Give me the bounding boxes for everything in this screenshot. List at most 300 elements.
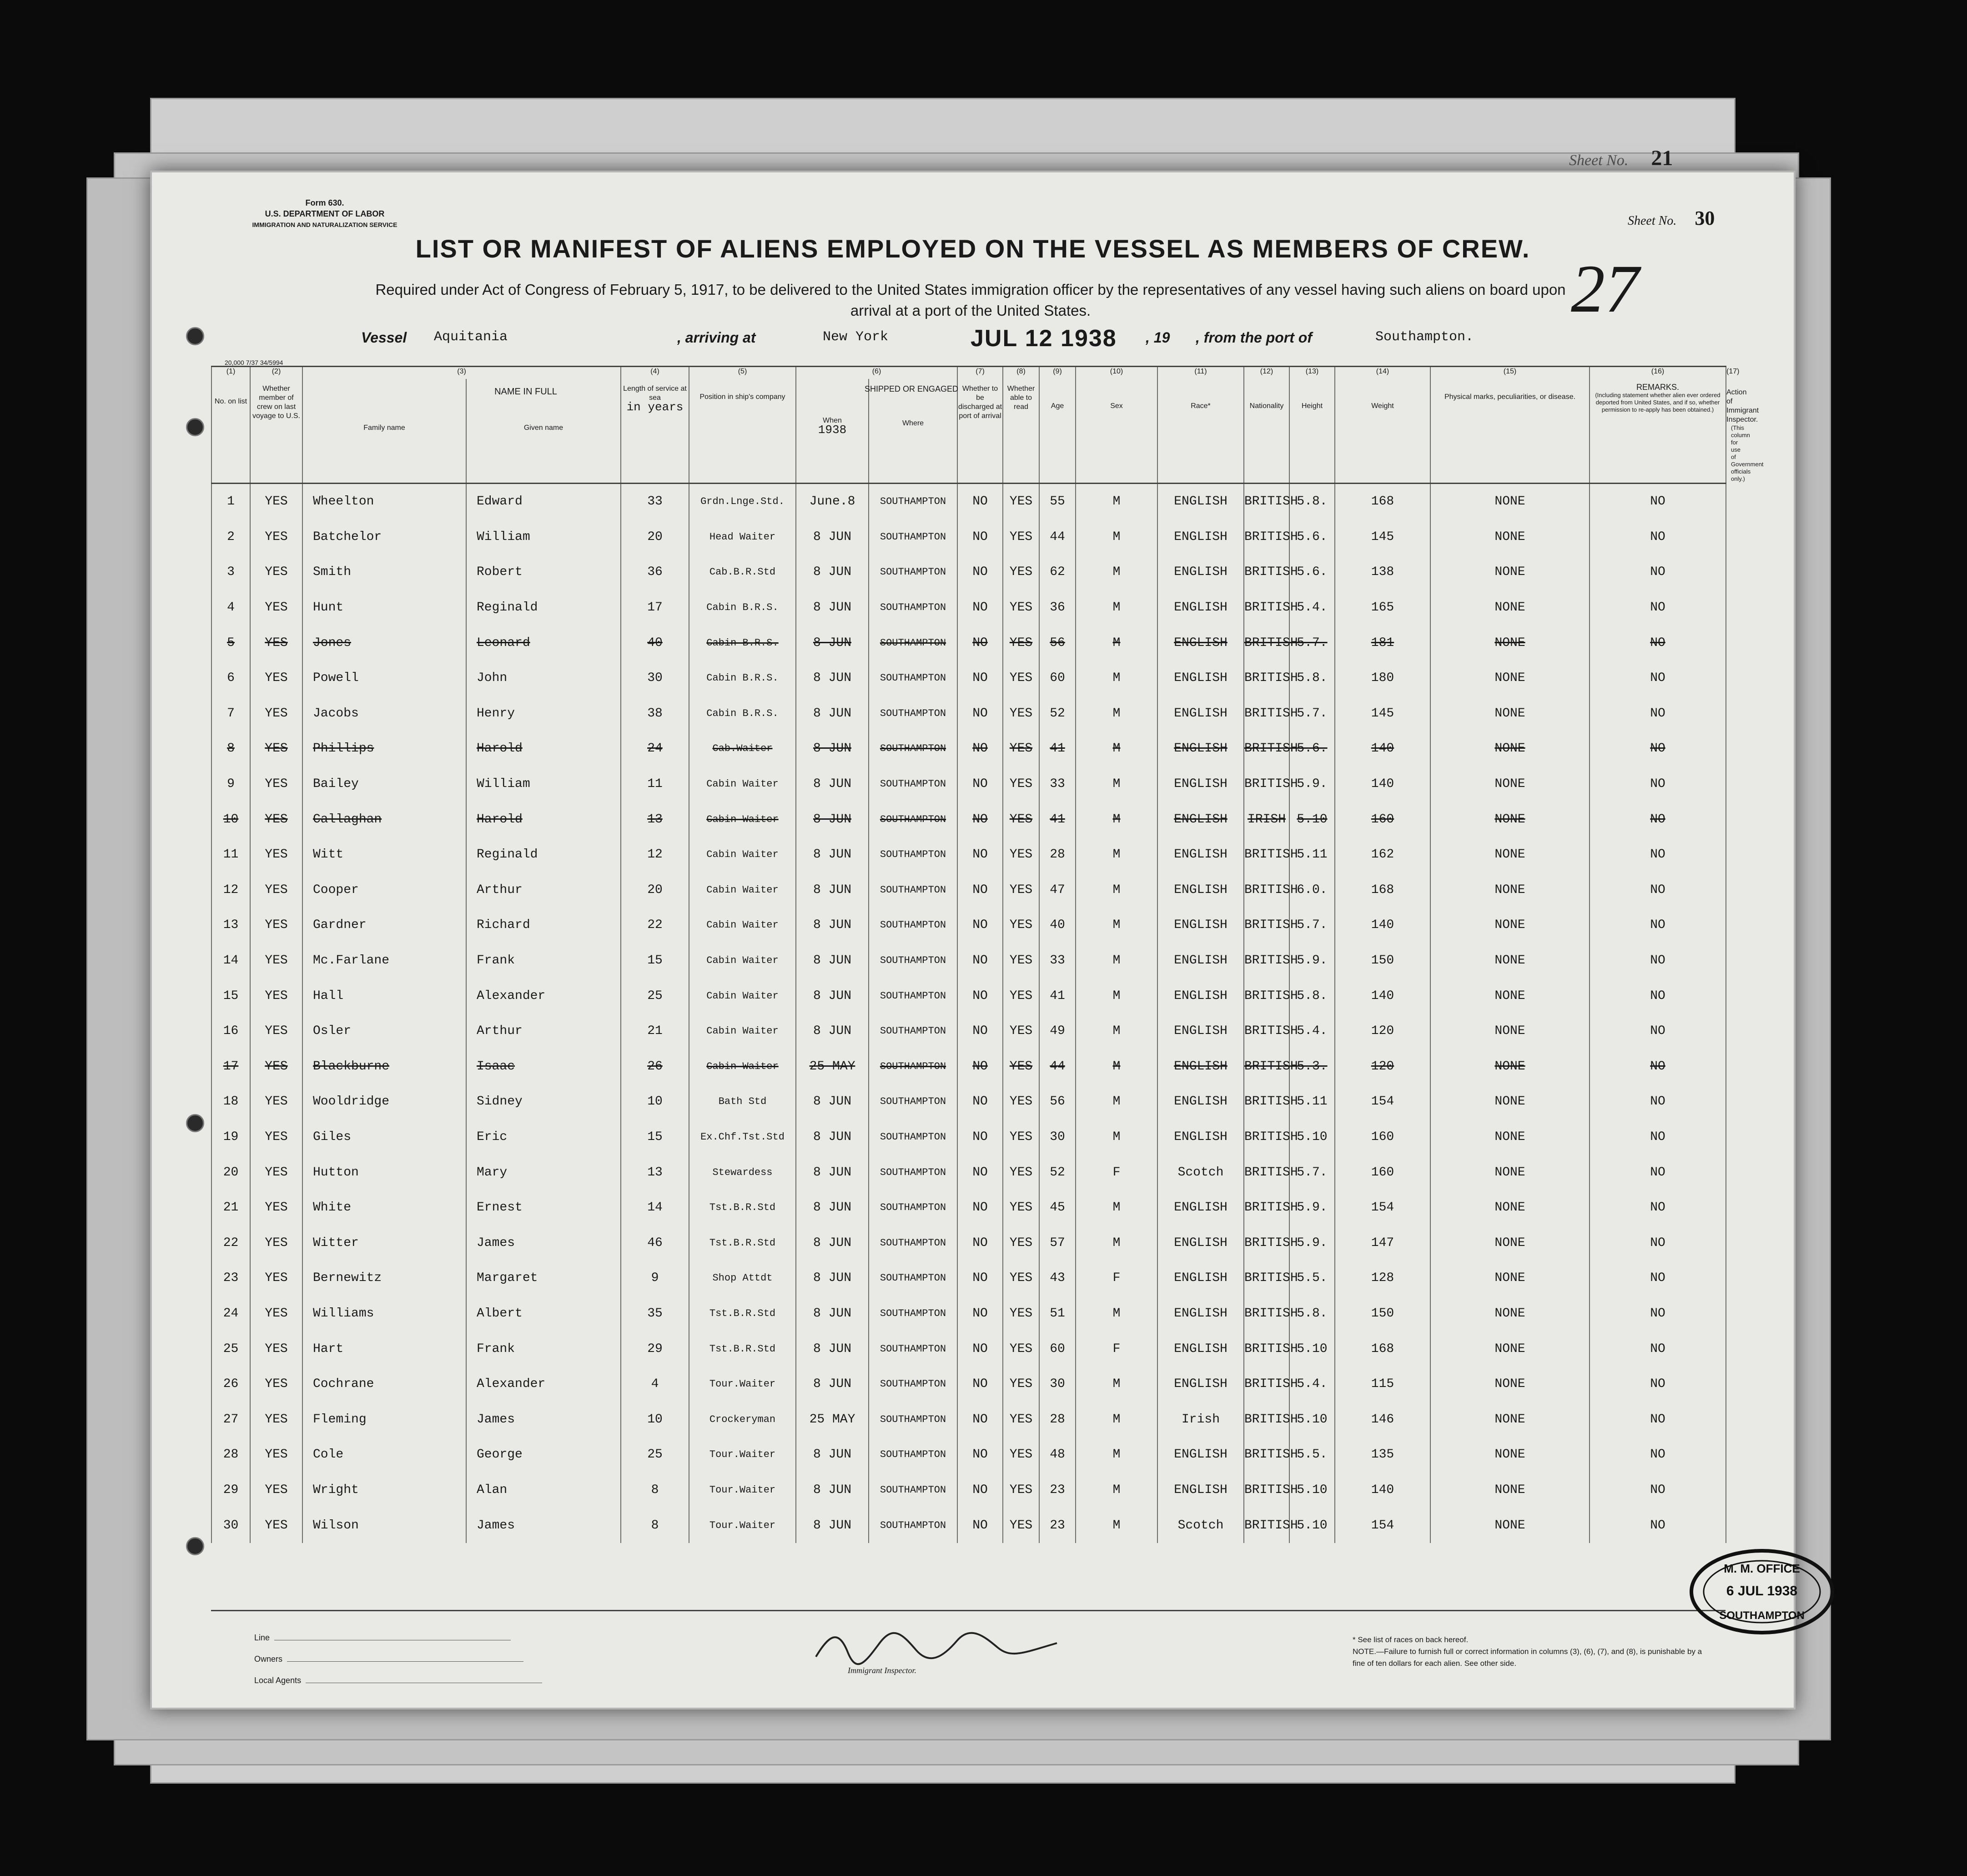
table-row	[211, 872, 1726, 908]
able-to-read-cell: YES	[1003, 1402, 1039, 1437]
nationality-cell: BRITISH	[1244, 943, 1289, 978]
line-label: Line	[254, 1633, 511, 1643]
nationality-cell: BRITISH	[1244, 625, 1289, 661]
table-row	[211, 661, 1726, 696]
age-cell: 30	[1039, 1120, 1076, 1155]
given-name-cell: Arthur	[466, 872, 621, 908]
position-cell: Cabin B.R.S.	[689, 590, 796, 625]
physical-marks-cell: NONE	[1430, 943, 1590, 978]
row-number: 27	[211, 1402, 250, 1437]
col-header-nationality: Nationality	[1244, 379, 1289, 484]
height-cell: 5.5.	[1289, 1261, 1335, 1296]
age-cell: 41	[1039, 978, 1076, 1014]
race-cell: ENGLISH	[1157, 1225, 1244, 1261]
row-number: 4	[211, 590, 250, 625]
shipped-when-cell: 8 JUN	[796, 1296, 869, 1331]
year-label: , 19	[1146, 329, 1170, 346]
shipped-when-cell: 8 JUN	[796, 872, 869, 908]
position-cell: Cabin Waiter	[689, 943, 796, 978]
physical-marks-cell: NONE	[1430, 590, 1590, 625]
discharge-cell: NO	[957, 1437, 1003, 1473]
arrival-date-stamp: JUL 12 1938	[971, 325, 1117, 352]
able-to-read-cell: YES	[1003, 1437, 1039, 1473]
shipped-when-cell: 8 JUN	[796, 555, 869, 590]
sex-cell: F	[1076, 1331, 1157, 1367]
given-name-cell: James	[466, 1225, 621, 1261]
col-header-position: Position in ship's company	[689, 379, 796, 484]
last-voyage-cell: YES	[250, 872, 302, 908]
race-cell: ENGLISH	[1157, 978, 1244, 1014]
weight-cell: 140	[1335, 978, 1430, 1014]
position-cell: Cabin Waiter	[689, 767, 796, 802]
nationality-cell: BRITISH	[1244, 767, 1289, 802]
position-cell: Shop Attdt	[689, 1261, 796, 1296]
shipped-when-cell: 8 JUN	[796, 1367, 869, 1402]
able-to-read-cell: YES	[1003, 484, 1039, 519]
discharge-cell: NO	[957, 802, 1003, 837]
race-cell: ENGLISH	[1157, 802, 1244, 837]
sex-cell: M	[1076, 484, 1157, 519]
row-number: 15	[211, 978, 250, 1014]
manifest-subtitle: Required under Act of Congress of February 5, 1917, to be delivered to the United States immigration officer by the representatives of any vessel having such aliens on board upon arrival at a port of the United States.	[375, 281, 1566, 319]
row-number: 30	[211, 1508, 250, 1543]
height-cell: 5.6.	[1289, 519, 1335, 555]
remarks-cell: NO	[1590, 767, 1726, 802]
col-num: (10)	[1076, 367, 1157, 379]
age-cell: 52	[1039, 1155, 1076, 1190]
physical-marks-cell: NONE	[1430, 1402, 1590, 1437]
col-num: (9)	[1039, 367, 1076, 379]
nationality-cell: BRITISH	[1244, 555, 1289, 590]
col-num: (8)	[1003, 367, 1039, 379]
col-header-physical-marks: Physical marks, peculiarities, or disease.	[1430, 379, 1590, 484]
row-number: 16	[211, 1014, 250, 1049]
service-years-cell: 22	[621, 908, 689, 943]
col-num: (11)	[1157, 367, 1244, 379]
last-voyage-cell: YES	[250, 1084, 302, 1120]
discharge-cell: NO	[957, 1261, 1003, 1296]
given-name-cell: Albert	[466, 1296, 621, 1331]
sex-cell: M	[1076, 767, 1157, 802]
sex-cell: M	[1076, 802, 1157, 837]
discharge-cell: NO	[957, 1155, 1003, 1190]
height-cell: 5.6.	[1289, 731, 1335, 767]
family-name-cell: Powell	[302, 661, 466, 696]
handwritten-sheet-number: 27	[1571, 251, 1639, 327]
age-cell: 62	[1039, 555, 1076, 590]
family-name-cell: Blackburne	[302, 1049, 466, 1084]
given-name-cell: James	[466, 1402, 621, 1437]
given-name-cell: Harold	[466, 731, 621, 767]
remarks-cell: NO	[1590, 908, 1726, 943]
remarks-cell: NO	[1590, 1014, 1726, 1049]
position-cell: Bath Std	[689, 1084, 796, 1120]
weight-cell: 162	[1335, 837, 1430, 872]
service-years-cell: 14	[621, 1190, 689, 1225]
height-cell: 5.7.	[1289, 1155, 1335, 1190]
col-header-age: Age	[1039, 379, 1076, 484]
table-row	[211, 625, 1726, 661]
physical-marks-cell: NONE	[1430, 1437, 1590, 1473]
able-to-read-cell: YES	[1003, 908, 1039, 943]
table-row	[211, 519, 1726, 555]
given-name-cell: Harold	[466, 802, 621, 837]
table-row	[211, 1296, 1726, 1331]
discharge-cell: NO	[957, 1225, 1003, 1261]
family-name-cell: Witter	[302, 1225, 466, 1261]
remarks-cell: NO	[1590, 1049, 1726, 1084]
last-voyage-cell: YES	[250, 1331, 302, 1367]
row-number: 6	[211, 661, 250, 696]
family-name-cell: Hall	[302, 978, 466, 1014]
sex-cell: M	[1076, 1473, 1157, 1508]
position-cell: Cabin Waiter	[689, 872, 796, 908]
race-cell: Irish	[1157, 1402, 1244, 1437]
nationality-cell: BRITISH	[1244, 1014, 1289, 1049]
col-num: (12)	[1244, 367, 1289, 379]
discharge-cell: NO	[957, 1084, 1003, 1120]
physical-marks-cell: NONE	[1430, 908, 1590, 943]
family-name-cell: Mc.Farlane	[302, 943, 466, 978]
col-header-last-voyage: Whether member of crew on last voyage to U.S.	[250, 379, 302, 484]
nationality-cell: BRITISH	[1244, 908, 1289, 943]
able-to-read-cell: YES	[1003, 1296, 1039, 1331]
table-row	[211, 1508, 1726, 1543]
race-cell: ENGLISH	[1157, 1437, 1244, 1473]
discharge-cell: NO	[957, 1296, 1003, 1331]
discharge-cell: NO	[957, 1190, 1003, 1225]
given-name-cell: Arthur	[466, 1014, 621, 1049]
shipped-where-cell: SOUTHAMPTON	[869, 1155, 957, 1190]
family-name-cell: Cole	[302, 1437, 466, 1473]
col-num: (3)	[302, 367, 621, 379]
height-cell: 5.7.	[1289, 696, 1335, 731]
col-header-service: Length of service at sea in years	[621, 379, 689, 484]
remarks-cell: NO	[1590, 1190, 1726, 1225]
nationality-cell: BRITISH	[1244, 731, 1289, 767]
shipped-where-cell: SOUTHAMPTON	[869, 1084, 957, 1120]
family-name-cell: Wooldridge	[302, 1084, 466, 1120]
given-name-cell: Alan	[466, 1473, 621, 1508]
vessel-line	[152, 325, 1794, 352]
shipped-where-cell: SOUTHAMPTON	[869, 1331, 957, 1367]
position-cell: Tour.Waiter	[689, 1367, 796, 1402]
row-number: 18	[211, 1084, 250, 1120]
arriving-label: , arriving at	[677, 329, 756, 346]
weight-cell: 168	[1335, 872, 1430, 908]
service-years-cell: 13	[621, 1155, 689, 1190]
nationality-cell: BRITISH	[1244, 661, 1289, 696]
discharge-cell: NO	[957, 1402, 1003, 1437]
physical-marks-cell: NONE	[1430, 802, 1590, 837]
sex-cell: M	[1076, 731, 1157, 767]
nationality-cell: BRITISH	[1244, 1367, 1289, 1402]
row-number: 10	[211, 802, 250, 837]
sex-cell: M	[1076, 1402, 1157, 1437]
last-voyage-cell: YES	[250, 590, 302, 625]
last-voyage-cell: YES	[250, 519, 302, 555]
table-row	[211, 1049, 1726, 1084]
position-cell: Cabin Waiter	[689, 978, 796, 1014]
nationality-cell: BRITISH	[1244, 1049, 1289, 1084]
height-cell: 5.9.	[1289, 943, 1335, 978]
nationality-cell: BRITISH	[1244, 837, 1289, 872]
last-voyage-cell: YES	[250, 696, 302, 731]
service-years-cell: 11	[621, 767, 689, 802]
age-cell: 28	[1039, 1402, 1076, 1437]
col-header-weight: Weight	[1335, 379, 1430, 484]
service-years-cell: 40	[621, 625, 689, 661]
age-cell: 36	[1039, 590, 1076, 625]
manifest-footer	[211, 1610, 1726, 1698]
col-num: (1)	[211, 367, 250, 379]
position-cell: Tst.B.R.Std	[689, 1331, 796, 1367]
last-voyage-cell: YES	[250, 943, 302, 978]
last-voyage-cell: YES	[250, 1508, 302, 1543]
row-number: 13	[211, 908, 250, 943]
position-cell: Tst.B.R.Std	[689, 1190, 796, 1225]
row-number: 5	[211, 625, 250, 661]
age-cell: 40	[1039, 908, 1076, 943]
row-number: 14	[211, 943, 250, 978]
family-name-cell: Gardner	[302, 908, 466, 943]
nationality-cell: BRITISH	[1244, 872, 1289, 908]
service-years-cell: 17	[621, 590, 689, 625]
physical-marks-cell: NONE	[1430, 1049, 1590, 1084]
discharge-cell: NO	[957, 837, 1003, 872]
punch-hole	[186, 1114, 204, 1132]
table-row	[211, 1014, 1726, 1049]
race-cell: ENGLISH	[1157, 1120, 1244, 1155]
physical-marks-cell: NONE	[1430, 1508, 1590, 1543]
last-voyage-cell: YES	[250, 661, 302, 696]
physical-marks-cell: NONE	[1430, 1155, 1590, 1190]
race-cell: ENGLISH	[1157, 1296, 1244, 1331]
able-to-read-cell: YES	[1003, 1225, 1039, 1261]
age-cell: 49	[1039, 1014, 1076, 1049]
position-cell: Cabin B.R.S.	[689, 661, 796, 696]
punch-hole	[186, 1537, 204, 1555]
age-cell: 45	[1039, 1190, 1076, 1225]
owners-label: Owners	[254, 1654, 523, 1664]
row-number: 17	[211, 1049, 250, 1084]
family-name-cell: Giles	[302, 1120, 466, 1155]
weight-cell: 160	[1335, 1155, 1430, 1190]
position-cell: Cab.Waiter	[689, 731, 796, 767]
family-name-cell: Osler	[302, 1014, 466, 1049]
given-name-cell: Frank	[466, 943, 621, 978]
shipped-when-cell: 8 JUN	[796, 837, 869, 872]
able-to-read-cell: YES	[1003, 1014, 1039, 1049]
shipped-where-cell: SOUTHAMPTON	[869, 731, 957, 767]
weight-cell: 160	[1335, 802, 1430, 837]
col-header-sex: Sex	[1076, 379, 1157, 484]
weight-cell: 138	[1335, 555, 1430, 590]
remarks-cell: NO	[1590, 1084, 1726, 1120]
position-cell: Stewardess	[689, 1155, 796, 1190]
position-cell: Ex.Chf.Tst.Std	[689, 1120, 796, 1155]
physical-marks-cell: NONE	[1430, 1367, 1590, 1402]
weight-cell: 120	[1335, 1049, 1430, 1084]
remarks-cell: NO	[1590, 1331, 1726, 1367]
able-to-read-cell: YES	[1003, 1508, 1039, 1543]
shipped-when-cell: 8 JUN	[796, 696, 869, 731]
nationality-cell: BRITISH	[1244, 519, 1289, 555]
remarks-cell: NO	[1590, 1296, 1726, 1331]
discharge-cell: NO	[957, 767, 1003, 802]
given-name-cell: Edward	[466, 484, 621, 519]
height-cell: 5.8.	[1289, 978, 1335, 1014]
table-row	[211, 908, 1726, 943]
sex-cell: M	[1076, 1437, 1157, 1473]
weight-cell: 147	[1335, 1225, 1430, 1261]
service-years-cell: 25	[621, 978, 689, 1014]
shipped-when-cell: 8 JUN	[796, 1437, 869, 1473]
physical-marks-cell: NONE	[1430, 519, 1590, 555]
race-cell: Scotch	[1157, 1155, 1244, 1190]
position-cell: Grdn.Lnge.Std.	[689, 484, 796, 519]
age-cell: 30	[1039, 1367, 1076, 1402]
service-years-cell: 8	[621, 1508, 689, 1543]
sex-cell: M	[1076, 1225, 1157, 1261]
remarks-cell: NO	[1590, 837, 1726, 872]
nationality-cell: BRITISH	[1244, 1437, 1289, 1473]
position-cell: Cabin Waiter	[689, 802, 796, 837]
race-cell: ENGLISH	[1157, 872, 1244, 908]
age-cell: 41	[1039, 802, 1076, 837]
service-years-cell: 25	[621, 1437, 689, 1473]
height-cell: 5.10	[1289, 1508, 1335, 1543]
last-voyage-cell: YES	[250, 1261, 302, 1296]
discharge-cell: NO	[957, 696, 1003, 731]
shipped-when-cell: 8 JUN	[796, 767, 869, 802]
weight-cell: 160	[1335, 1120, 1430, 1155]
shipped-where-cell: SOUTHAMPTON	[869, 1367, 957, 1402]
shipped-when-cell: 8 JUN	[796, 661, 869, 696]
physical-marks-cell: NONE	[1430, 696, 1590, 731]
table-row	[211, 1437, 1726, 1473]
able-to-read-cell: YES	[1003, 590, 1039, 625]
last-voyage-cell: YES	[250, 1120, 302, 1155]
height-cell: 5.3.	[1289, 1049, 1335, 1084]
col-header-no: No. on list	[211, 379, 250, 484]
family-name-cell: Callaghan	[302, 802, 466, 837]
from-port: Southampton.	[1375, 329, 1474, 345]
able-to-read-cell: YES	[1003, 1049, 1039, 1084]
family-name-cell: Cooper	[302, 872, 466, 908]
weight-cell: 140	[1335, 908, 1430, 943]
height-cell: 5.11	[1289, 1084, 1335, 1120]
shipped-where-cell: SOUTHAMPTON	[869, 519, 957, 555]
shipped-when-cell: 8 JUN	[796, 1473, 869, 1508]
table-row	[211, 590, 1726, 625]
physical-marks-cell: NONE	[1430, 484, 1590, 519]
given-name-cell: Henry	[466, 696, 621, 731]
shipped-where-cell: SOUTHAMPTON	[869, 696, 957, 731]
family-name-cell: Phillips	[302, 731, 466, 767]
col-num: (16)	[1590, 367, 1726, 379]
row-number: 12	[211, 872, 250, 908]
able-to-read-cell: YES	[1003, 1155, 1039, 1190]
age-cell: 57	[1039, 1225, 1076, 1261]
race-cell: ENGLISH	[1157, 731, 1244, 767]
nationality-cell: BRITISH	[1244, 696, 1289, 731]
physical-marks-cell: NONE	[1430, 872, 1590, 908]
age-cell: 23	[1039, 1473, 1076, 1508]
discharge-cell: NO	[957, 731, 1003, 767]
shipped-where-cell: SOUTHAMPTON	[869, 767, 957, 802]
family-name-cell: Cochrane	[302, 1367, 466, 1402]
discharge-cell: NO	[957, 943, 1003, 978]
age-cell: 41	[1039, 731, 1076, 767]
given-name-cell: William	[466, 519, 621, 555]
sex-cell: M	[1076, 555, 1157, 590]
remarks-cell: NO	[1590, 1120, 1726, 1155]
row-number: 7	[211, 696, 250, 731]
shipped-where-cell: SOUTHAMPTON	[869, 555, 957, 590]
family-name-cell: Bernewitz	[302, 1261, 466, 1296]
family-name-cell: Hart	[302, 1331, 466, 1367]
sex-cell: M	[1076, 1049, 1157, 1084]
table-row	[211, 1084, 1726, 1120]
position-cell: Cabin B.R.S.	[689, 625, 796, 661]
col-header-height: Height	[1289, 379, 1335, 484]
service-years-cell: 35	[621, 1296, 689, 1331]
position-cell: Cabin Waiter	[689, 837, 796, 872]
race-cell: ENGLISH	[1157, 1261, 1244, 1296]
shipped-when-cell: 8 JUN	[796, 1508, 869, 1543]
service-years-cell: 10	[621, 1402, 689, 1437]
remarks-cell: NO	[1590, 555, 1726, 590]
able-to-read-cell: YES	[1003, 1261, 1039, 1296]
able-to-read-cell: YES	[1003, 1331, 1039, 1367]
physical-marks-cell: NONE	[1430, 1261, 1590, 1296]
service-years-cell: 15	[621, 943, 689, 978]
height-cell: 5.6.	[1289, 555, 1335, 590]
nationality-cell: BRITISH	[1244, 1120, 1289, 1155]
remarks-cell: NO	[1590, 1225, 1726, 1261]
col-header-race: Race*	[1157, 379, 1244, 484]
remarks-cell: NO	[1590, 484, 1726, 519]
given-name-cell: William	[466, 767, 621, 802]
physical-marks-cell: NONE	[1430, 1084, 1590, 1120]
age-cell: 55	[1039, 484, 1076, 519]
position-cell: Tst.B.R.Std	[689, 1296, 796, 1331]
given-name-cell: Ernest	[466, 1190, 621, 1225]
height-cell: 5.7.	[1289, 908, 1335, 943]
physical-marks-cell: NONE	[1430, 555, 1590, 590]
shipped-where-cell: SOUTHAMPTON	[869, 908, 957, 943]
height-cell: 5.10	[1289, 1473, 1335, 1508]
last-voyage-cell: YES	[250, 555, 302, 590]
remarks-cell: NO	[1590, 1155, 1726, 1190]
race-cell: Scotch	[1157, 1508, 1244, 1543]
print-code: 20,000 7/37 34/5994	[225, 359, 283, 366]
discharge-cell: NO	[957, 1473, 1003, 1508]
shipped-when-cell: 8 JUN	[796, 978, 869, 1014]
back-sheet-number: Sheet No. 21	[1569, 146, 1673, 170]
row-number: 23	[211, 1261, 250, 1296]
last-voyage-cell: YES	[250, 484, 302, 519]
height-cell: 6.0.	[1289, 872, 1335, 908]
last-voyage-cell: YES	[250, 625, 302, 661]
height-cell: 5.11	[1289, 837, 1335, 872]
given-name-cell: Eric	[466, 1120, 621, 1155]
discharge-cell: NO	[957, 1014, 1003, 1049]
shipped-where-cell: SOUTHAMPTON	[869, 1120, 957, 1155]
shipped-when-cell: 8 JUN	[796, 1261, 869, 1296]
table-row	[211, 1367, 1726, 1402]
